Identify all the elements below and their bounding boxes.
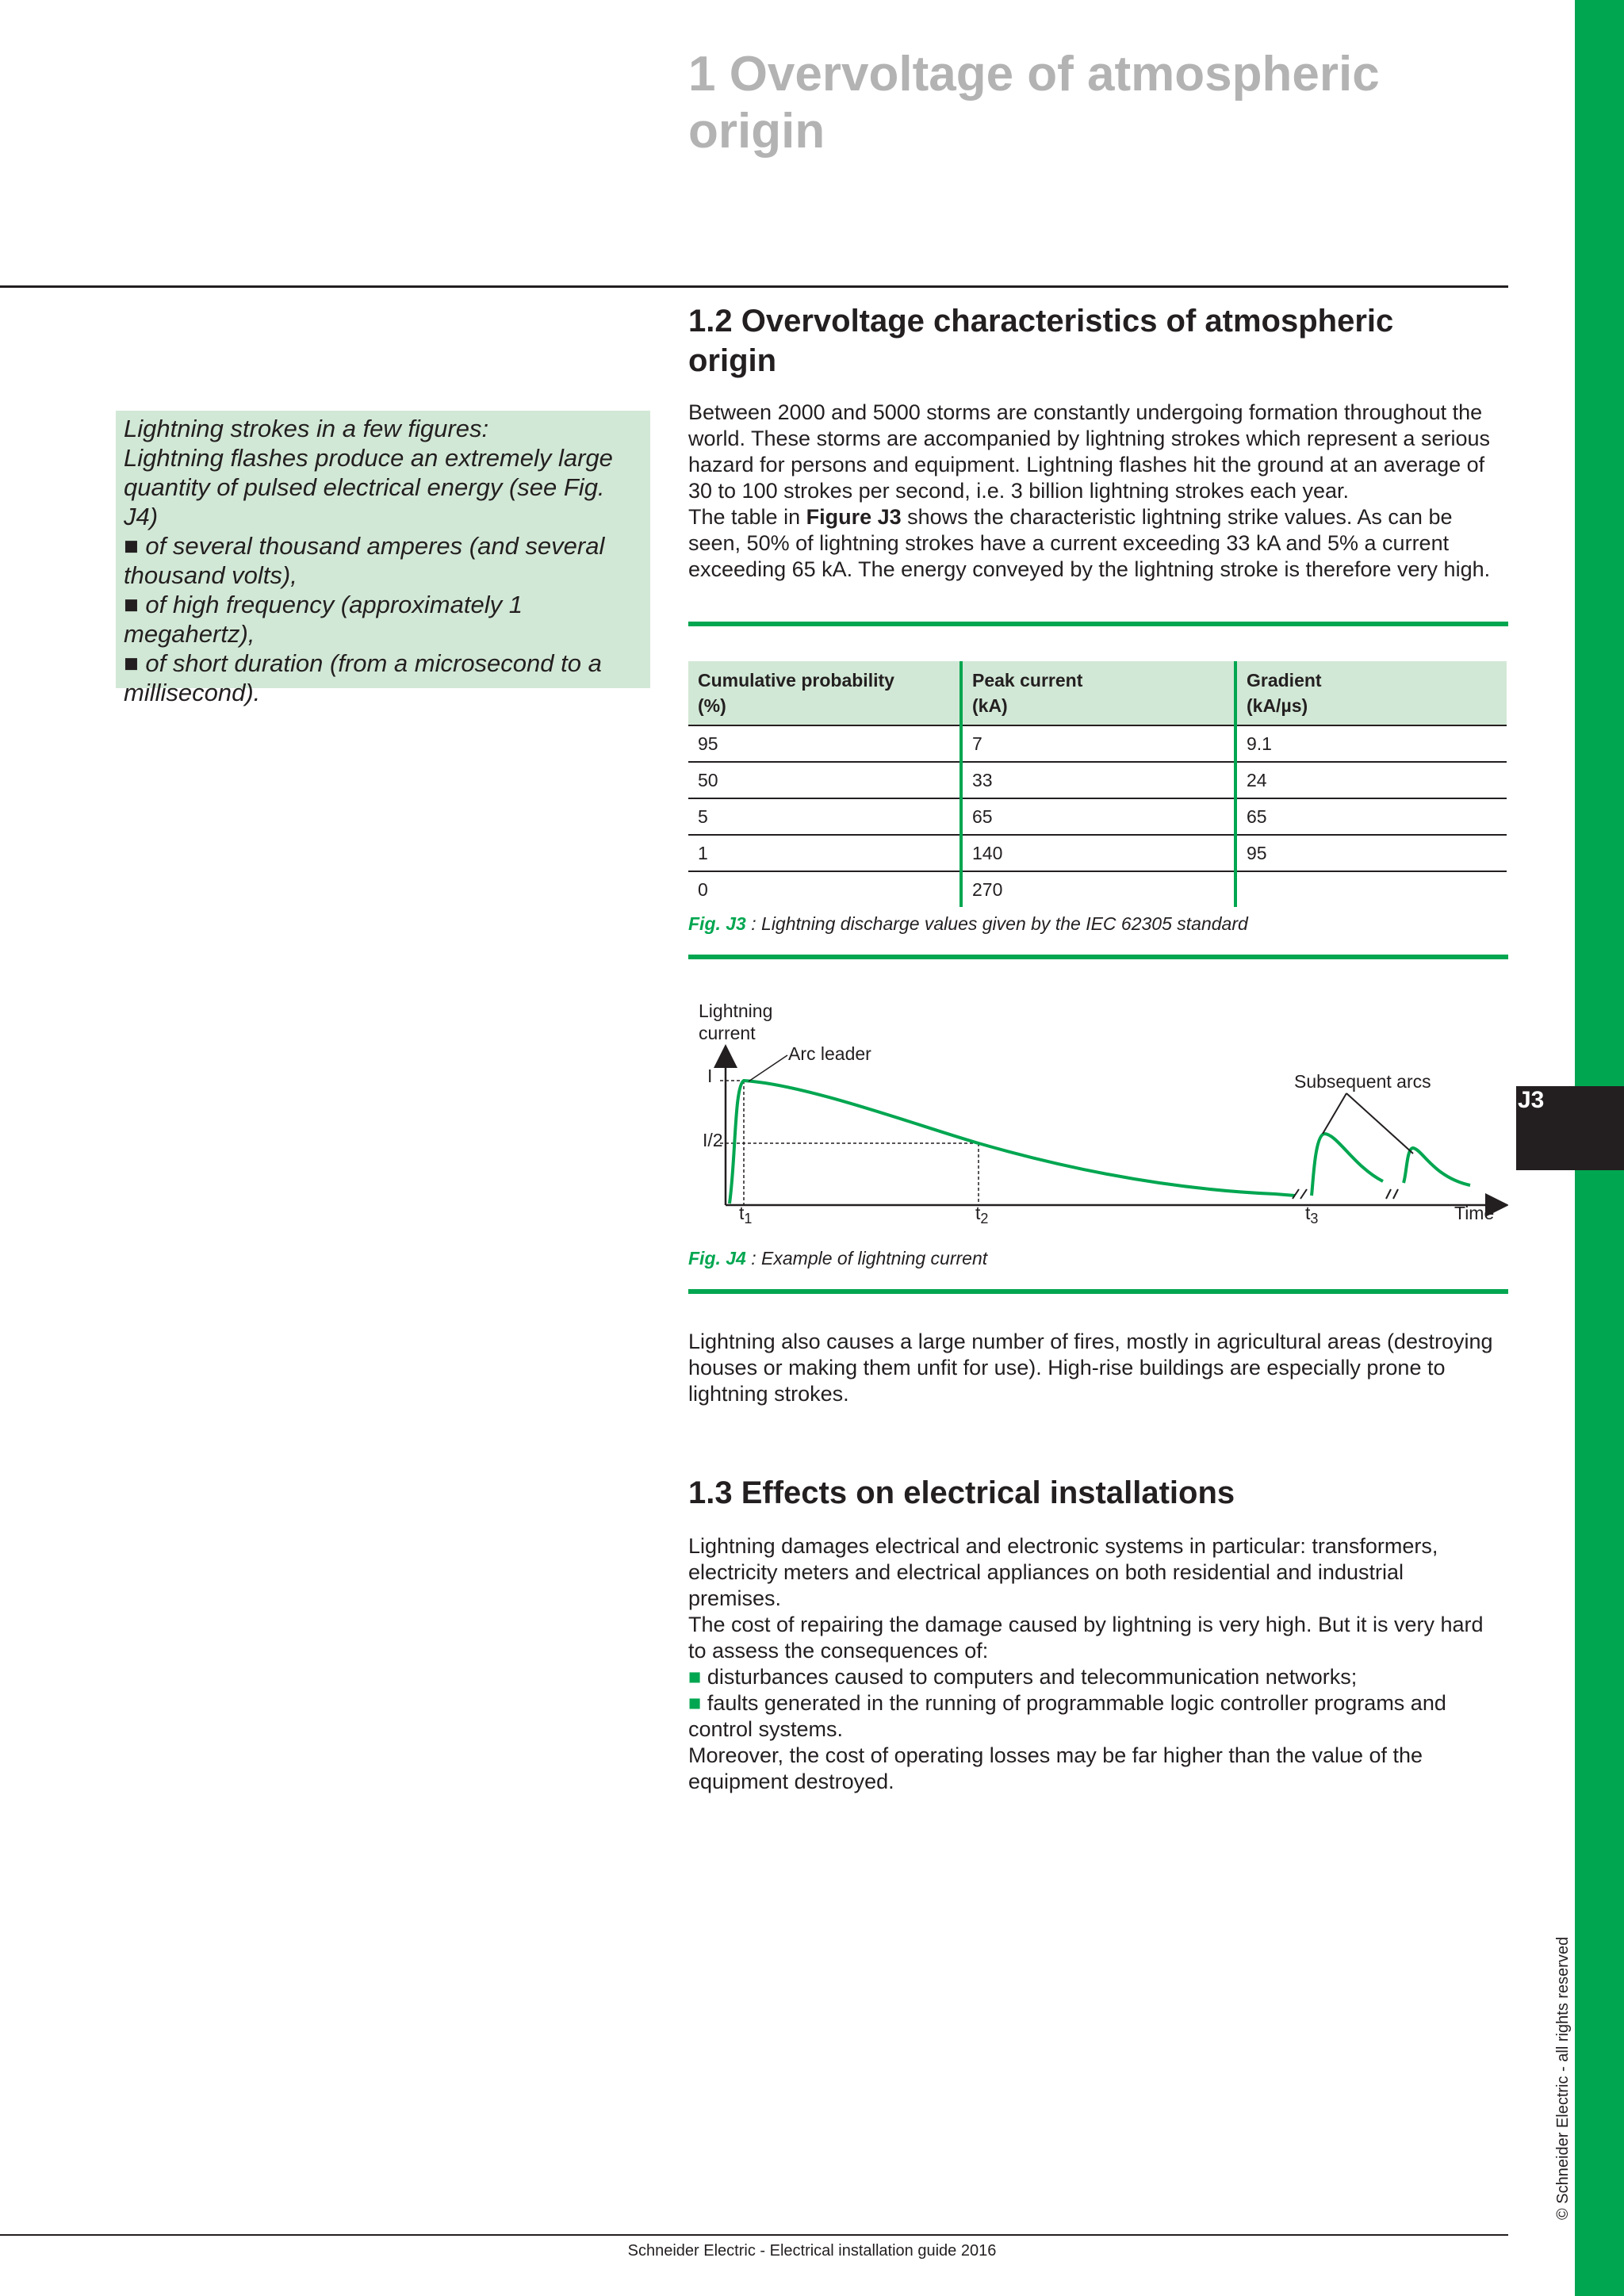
t1-label: $t_1$: [739, 1203, 753, 1226]
arc-leader-pointer: [749, 1055, 787, 1081]
list-item: ■ disturbances caused to computers and telecommunication networks;: [688, 1665, 1358, 1689]
figure-divider: [688, 622, 1508, 626]
page-tab: J3: [1516, 1086, 1624, 1170]
lightning-values-table: [688, 661, 1507, 907]
axis-break-mark: [1393, 1189, 1398, 1199]
subsequent-arc-pointer-2: [1346, 1093, 1413, 1154]
t2-label: $t_2$: [975, 1203, 989, 1226]
header-rule: [0, 285, 1508, 288]
figure-j4-caption: Fig. J4 : Example of lightning current: [688, 1248, 988, 1269]
section-heading-1-2: 1.2 Overvoltage characteristics of atmospheric origin: [688, 304, 1394, 378]
section-heading-1-3: 1.3 Effects on electrical installations: [688, 1475, 1235, 1510]
fires-paragraph: Lightning also causes a large number of fires, mostly in agricultural areas (destroying houses or making them unfit for use). High-rise buildings are especially prone to lightning strokes.: [688, 1330, 1493, 1406]
table-header: Peak current (kA): [961, 661, 1235, 725]
effects-paragraph: Lightning damages electrical and electronic systems in particular: transformers, electricity meters and electrical appliances on both residential and industrial premises. The cost of repairing the damage caused by lightning is very high. But it is very hard to assess the consequences of: ■ disturbances caused to computers and telecommunication networks; ■ faults generated in the running of programmable logic controller programs and control systems. Moreover, the cost of operating losses may be far higher than the value of the equipment destroyed.: [688, 1533, 1513, 1795]
peak-current-label: I: [707, 1066, 713, 1086]
chapter-title: 1 Overvoltage of atmospheric origin: [688, 47, 1380, 159]
table-row: 0 270: [688, 871, 1507, 907]
y-axis-label-line2: current: [699, 1023, 756, 1043]
figure-divider: [688, 955, 1508, 959]
lightning-current-diagram: [688, 999, 1508, 1237]
list-item: ■ faults generated in the running of programmable logic controller programs and: [688, 1691, 1446, 1715]
subsequent-arc-2: [1404, 1148, 1470, 1185]
axis-break-mark: [1386, 1189, 1391, 1199]
intro-paragraph: Between 2000 and 5000 storms are constantly undergoing formation throughout the world. These storms are accompanied by lightning strokes which represent a serious hazard for persons and equipment. Lightning flashes hit the ground at an average of 30 to 100 strokes per second, i.e. 3 billion lightning strokes each year. The table in Figure J3 shows the characteristic lightning strike values. As can be seen, 50% of lightning strokes have a current exceeding 33 kA and 5% a current exceeding 65 kA. The energy conveyed by the lightning stroke is therefore very high.: [688, 400, 1491, 581]
subsequent-arc-pointer-1: [1323, 1093, 1346, 1134]
page-footer: Schneider Electric - Electrical installation guide 2016: [627, 2242, 997, 2260]
table-header: Gradient (kA/µs): [1235, 661, 1507, 725]
table-header: Cumulative probability (%): [688, 661, 961, 725]
table-row: 95 7 9.1: [688, 725, 1507, 762]
table-row: 50 33 24: [688, 762, 1507, 798]
y-axis-label-line1: Lightning: [699, 1001, 773, 1021]
table-row: 5 65 65: [688, 798, 1507, 835]
sidebar-callout: Lightning strokes in a few figures: Lightning flashes produce an extremely large quantity of pulsed electrical energy (see Fig. J4) ■ of several thousand amperes (and several thousand volts), ■ of high frequency (approximately 1 megahertz), ■ of short duration (from a microsecond to a millisecond).: [116, 411, 650, 688]
copyright-notice: © Schneider Electric - all rights reserved: [1554, 1936, 1572, 2220]
footer-rule: [0, 2234, 1508, 2236]
arc-leader-curve: [730, 1081, 1295, 1203]
subsequent-arcs-label: Subsequent arcs: [1294, 1071, 1431, 1092]
t3-label: $t_3$: [1305, 1203, 1319, 1226]
x-axis-label: Time: [1454, 1203, 1495, 1223]
subsequent-arc-1: [1312, 1134, 1383, 1196]
half-peak-label: I/2: [703, 1130, 723, 1150]
axis-break-mark: [1300, 1189, 1307, 1199]
arc-leader-label: Arc leader: [788, 1043, 871, 1064]
figure-divider: [688, 1289, 1508, 1294]
figure-j3-caption: Fig. J3 : Lightning discharge values given by the IEC 62305 standard: [688, 913, 1248, 934]
table-row: 1 140 95: [688, 835, 1507, 871]
